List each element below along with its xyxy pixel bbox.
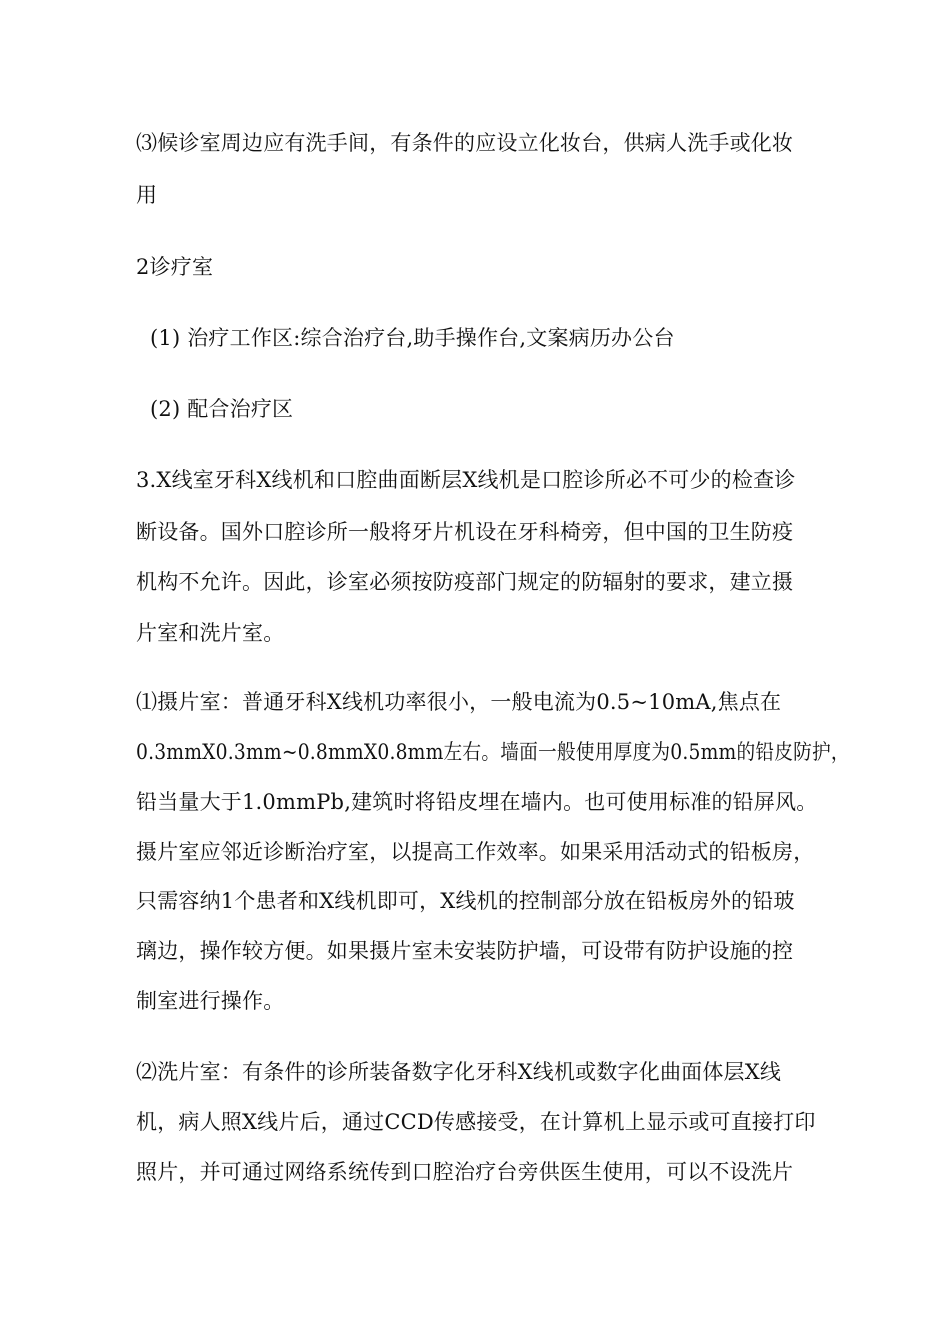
paragraph-line: 断设备。国外口腔诊所一般将牙片机设在牙科椅旁，但中国的卫生防疫: [136, 520, 794, 544]
section-heading: 2诊疗室: [136, 255, 214, 279]
paragraph-line: 机构不允许。因此，诊室必须按防疫部门规定的防辐射的要求，建立摄: [136, 570, 794, 594]
paragraph-line: 机，病人照X线片后，通过CCD传感接受，在计算机上显示或可直接打印: [136, 1110, 816, 1134]
paragraph-line: 3.X线室牙科X线机和口腔曲面断层X线机是口腔诊所必不可少的检查诊: [136, 468, 796, 492]
paragraph-line: 制室进行操作。: [136, 989, 285, 1013]
list-item: (2) 配合治疗区: [150, 397, 294, 421]
paragraph-line: 铅当量大于1.0mmPb,建筑时将铅皮埋在墙内。也可使用标准的铅屏风。: [136, 790, 818, 814]
paragraph-line: 璃边，操作较方便。如果摄片室未安装防护墙，可设带有防护设施的控: [136, 939, 794, 963]
paragraph-line: 片室和洗片室。: [136, 621, 285, 645]
paragraph-line: ⑵洗片室：有条件的诊所装备数字化牙科X线机或数字化曲面体层X线: [136, 1060, 782, 1084]
paragraph-line: 用: [136, 183, 158, 207]
paragraph-line: 只需容纳1个患者和X线机即可，X线机的控制部分放在铅板房外的铅玻: [136, 889, 795, 913]
list-item: (1) 治疗工作区:综合治疗台,助手操作台,文案病历办公台: [150, 326, 675, 350]
paragraph-line: 照片，并可通过网络系统传到口腔治疗台旁供医生使用，可以不设洗片: [136, 1160, 794, 1184]
paragraph-line: ⑶候诊室周边应有洗手间，有条件的应设立化妆台，供病人洗手或化妆: [136, 131, 794, 155]
paragraph-line: 0.3mmX0.3mm~0.8mmX0.8mm左右。墙面一般使用厚度为0.5mm的铅皮防护，: [136, 740, 850, 764]
paragraph-line: ⑴摄片室：普通牙科X线机功率很小，一般电流为0.5~10mA,焦点在: [136, 690, 782, 714]
paragraph-line: 摄片室应邻近诊断治疗室，以提高工作效率。如果采用活动式的铅板房，: [136, 840, 815, 864]
